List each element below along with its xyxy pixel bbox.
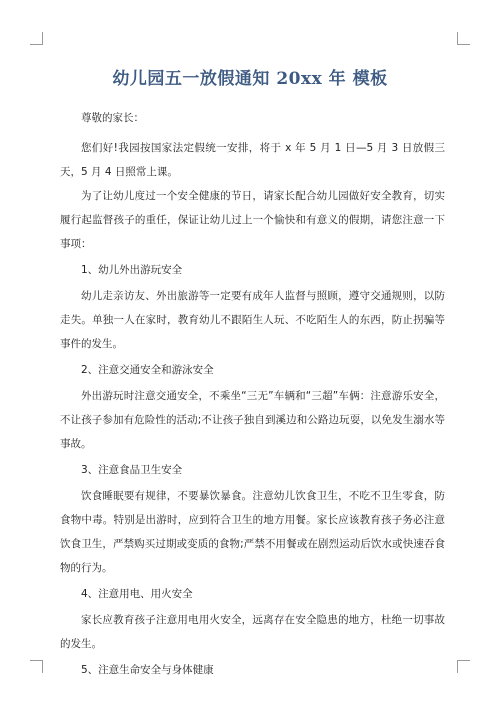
corner-mark-bottom-left — [30, 660, 43, 673]
section-heading-3: 3、注意食品卫生安全 — [81, 464, 183, 476]
corner-mark-top-right — [457, 32, 470, 45]
section-heading-5: 5、注意生命安全与身体健康 — [81, 664, 214, 676]
section-text-2: 外出游玩时注意交通安全，不乘坐“三无”车辆和“三超”车俩：注意游乐安全，不让孩子参加有危险性的活动;不让孩子独自到溪边和公路边玩耍，以免发生溺水等事故。 — [60, 390, 445, 450]
paragraph-notice: 您们好!我园按国家法定假统一安排，将于 x 年 5 月 1 日—5 月 3 日放假三天，5 月 4 日照常上课。 — [60, 142, 445, 178]
document-body — [60, 106, 445, 684]
corner-mark-top-left — [30, 32, 43, 45]
section-text-3: 饮食睡眠要有规律，不要暴饮暴食。注意幼儿饮食卫生，不吃不卫生零食，防食物中毒。特别是出游时，应到符合卫生的地方用餐。家长应该教育孩子务必注意饮食卫生，严禁购买过期或变质的食物;严禁不用餐或在剧烈运动后饮水或快速吞食物的行为。 — [60, 490, 445, 574]
paragraph-intro: 为了让幼儿度过一个安全健康的节日，请家长配合幼儿园做好安全教育，切实履行起监督孩子的重任，保证让幼儿过上一个愉快和有意义的假期，请您注意一下事项： — [60, 190, 445, 250]
document-title: 幼儿园五一放假通知 20xx 年 模板 — [112, 69, 388, 89]
section-text-4: 家长应教育孩子注意用电用火安全，远离存在安全隐患的地方，杜绝一切事故的发生。 — [60, 614, 445, 650]
corner-mark-bottom-right — [457, 660, 470, 673]
salutation: 尊敬的家长： — [81, 112, 144, 124]
section-heading-1: 1、幼儿外出游玩安全 — [81, 264, 183, 276]
section-heading-2: 2、注意交通安全和游泳安全 — [81, 364, 214, 376]
section-heading-4: 4、注意用电、用火安全 — [81, 588, 193, 600]
section-text-1: 幼儿走亲访友、外出旅游等一定要有成年人监督与照顾，遵守交通规则，以防走失。单独一人在家时，教育幼儿不跟陌生人玩、不吃陌生人的东西，防止拐骗等事件的发生。 — [60, 290, 445, 350]
